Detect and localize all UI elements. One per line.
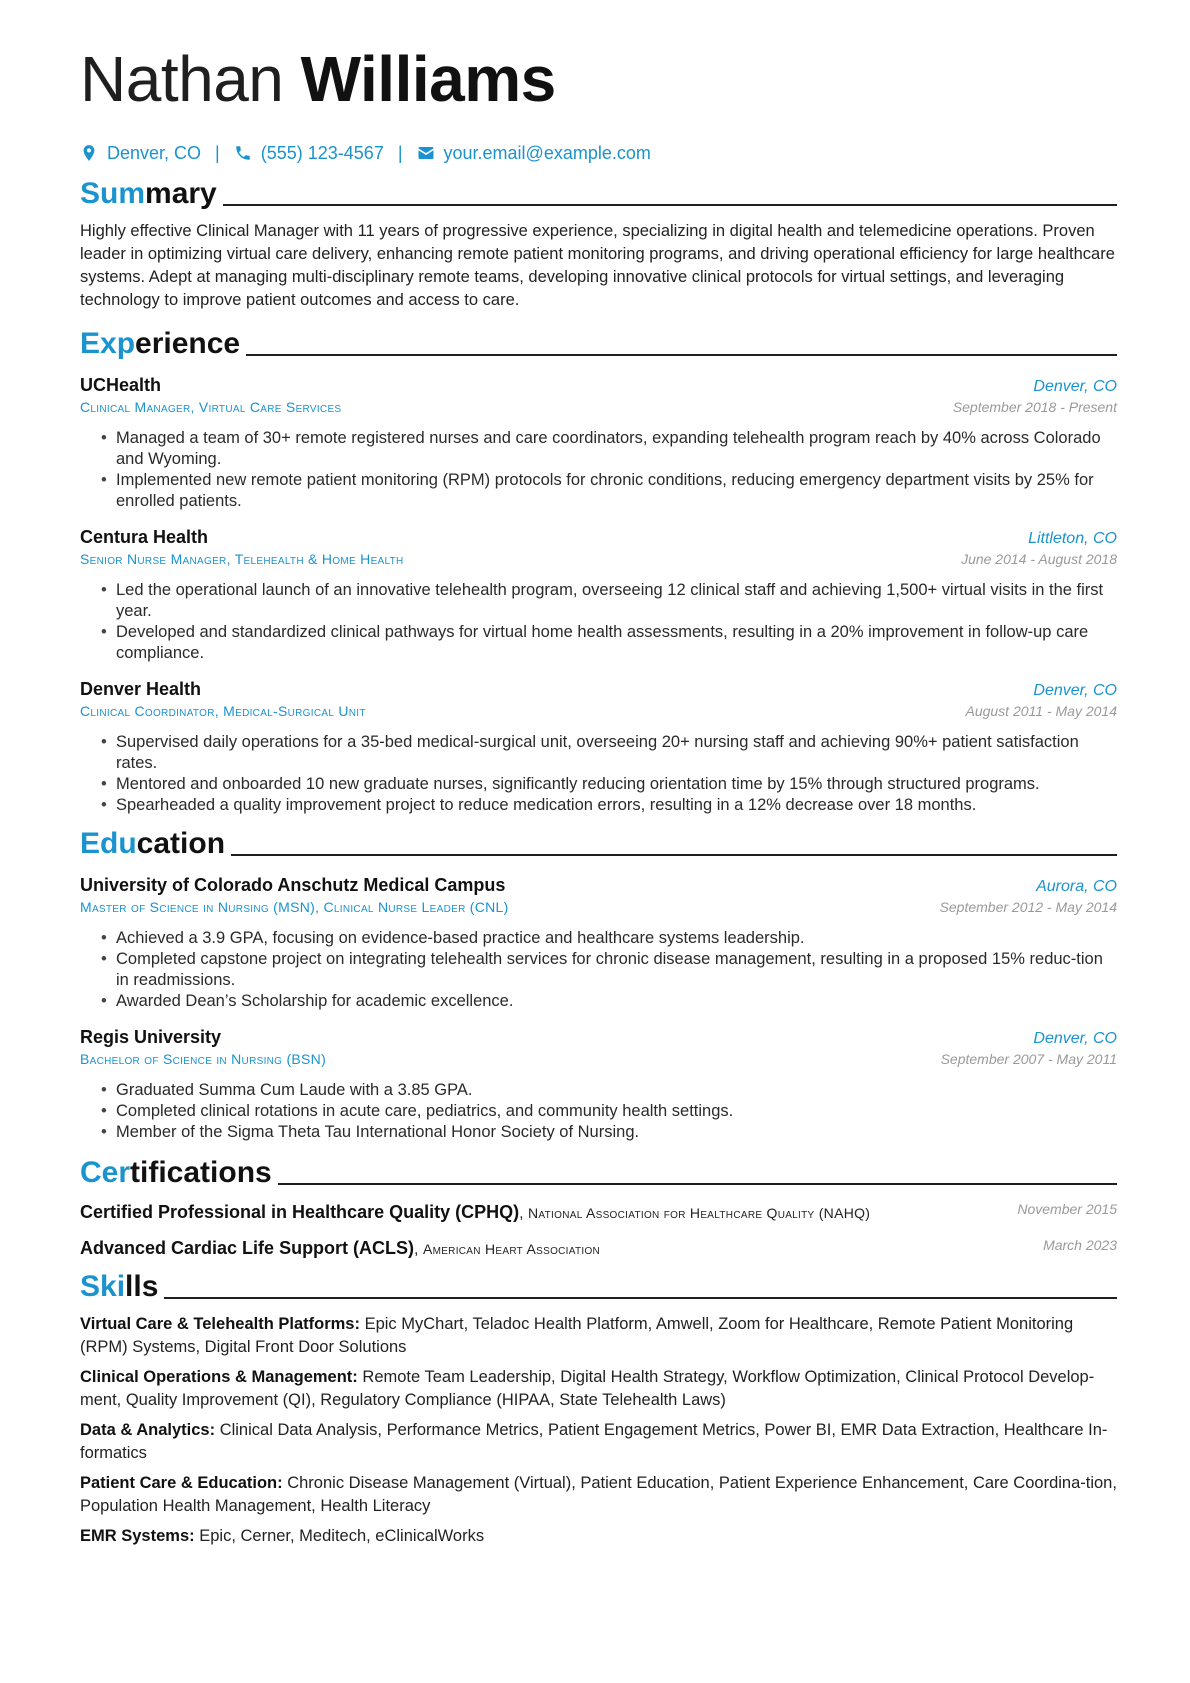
- skill-row: [80, 1472, 1117, 1518]
- entry-dates: August 2011 - May 2014: [965, 703, 1117, 719]
- section-title-rest: erience: [135, 327, 241, 360]
- entry-location: Aurora, CO: [1036, 878, 1117, 895]
- section-accent: Exp: [80, 327, 136, 360]
- skill-items: Remote Team Leadership, Digital Health Strategy, Workflow Optimization, Clinical Protocol Develop-ment, Quality Improvement (QI), Regulatory Compliance (HIPAA, State Telehealth Laws): [80, 1368, 1095, 1409]
- contact-separator: |: [397, 142, 403, 163]
- degree-title: Master of Science in Nursing (MSN), Clinical Nurse Leader (CNL): [80, 899, 509, 915]
- certification-entry: Certified Professional in Healthcare Quality (CPHQ), National Association for Healthcare Quality (NAHQ) November 2015: [80, 1201, 1117, 1225]
- certification-date: March 2023: [1043, 1237, 1117, 1253]
- job-title: Clinical Manager, Virtual Care Services: [80, 399, 342, 415]
- phone-icon: [234, 144, 252, 162]
- entry-location: Denver, CO: [1033, 1030, 1117, 1047]
- contact-email[interactable]: [417, 143, 651, 164]
- bullet-item: • Spearheaded a quality improvement project to reduce medication errors, resulting in a 12% decrease over 18 months.: [116, 795, 1117, 816]
- section-accent: Edu: [80, 827, 137, 860]
- map-pin-icon: [80, 144, 98, 162]
- section-title-rest: cation: [136, 827, 226, 860]
- skill-items: Epic, Cerner, Meditech, eClinicalWorks: [199, 1527, 485, 1545]
- section-rule: [223, 204, 1117, 206]
- bullet-item: • Member of the Sigma Theta Tau International Honor Society of Nursing.: [116, 1122, 1117, 1143]
- skill-category: Clinical Operations & Management:: [80, 1368, 358, 1386]
- skill-row: [80, 1366, 1117, 1412]
- section-title-rest: mary: [145, 177, 217, 210]
- contact-line: [80, 140, 1117, 166]
- entry-location: Denver, CO: [1033, 378, 1117, 395]
- section-rule: [278, 1183, 1117, 1185]
- employer-name: UCHealth: [80, 375, 162, 395]
- first-name: Nathan: [80, 43, 284, 115]
- section-accent: Sum: [80, 177, 146, 210]
- entry-location: Littleton, CO: [1028, 530, 1117, 547]
- skills-heading: [80, 1269, 1117, 1305]
- contact-location: [80, 143, 201, 164]
- bullet-list: [80, 928, 1117, 1012]
- experience-entry: [80, 678, 1117, 816]
- bullet-item: • Implemented new remote patient monitoring (RPM) protocols for chronic conditions, reducing emergency department visits by 25% for enrolled patients.: [116, 470, 1117, 512]
- summary-heading: [80, 176, 1117, 212]
- contact-phone[interactable]: [234, 143, 384, 164]
- email-text: your.email@example.com: [443, 142, 651, 163]
- experience-entry: [80, 526, 1117, 664]
- skill-items: Clinical Data Analysis, Performance Metrics, Patient Engagement Metrics, Power BI, EMR Data Extraction, Healthcare In-formatics: [80, 1421, 1108, 1462]
- section-accent: Cer: [80, 1156, 131, 1189]
- certifications-heading: [80, 1155, 1117, 1191]
- education-entry: [80, 1026, 1117, 1143]
- bullet-item: • Led the operational launch of an innovative telehealth program, overseeing 12 clinical staff and achieving 1,500+ virtual visits in the first year.: [116, 580, 1117, 622]
- employer-name: Denver Health: [80, 679, 202, 699]
- bullet-item: • Mentored and onboarded 10 new graduate nurses, significantly reducing orientation time by 15% through structured programs.: [116, 774, 1117, 795]
- certification-issuer: National Association for Healthcare Quality (NAHQ): [528, 1205, 871, 1221]
- degree-title: Bachelor of Science in Nursing (BSN): [80, 1051, 327, 1067]
- bullet-item: • Graduated Summa Cum Laude with a 3.85 GPA.: [116, 1080, 1117, 1101]
- section-rule: [164, 1297, 1117, 1299]
- certification-issuer: American Heart Association: [422, 1241, 601, 1257]
- skill-category: Data & Analytics:: [80, 1421, 216, 1439]
- skill-category: EMR Systems:: [80, 1527, 195, 1545]
- bullet-item: • Awarded Dean’s Scholarship for academic excellence.: [116, 991, 1117, 1012]
- section-rule: [246, 354, 1117, 356]
- bullet-list: [80, 1080, 1117, 1143]
- bullet-item: • Managed a team of 30+ remote registered nurses and care coordinators, expanding telehealth program reach by 40% across Colorado and Wyoming.: [116, 428, 1117, 470]
- bullet-list: [80, 580, 1117, 664]
- section-rule: [231, 854, 1117, 856]
- certification-name: Certified Professional in Healthcare Quality (CPHQ): [80, 1202, 520, 1222]
- skill-category: Virtual Care & Telehealth Platforms:: [80, 1315, 360, 1333]
- candidate-name: [80, 40, 1117, 118]
- bullet-list: [80, 428, 1117, 512]
- last-name: Williams: [300, 43, 556, 115]
- bullet-item: • Completed clinical rotations in acute care, pediatrics, and community health settings.: [116, 1101, 1117, 1122]
- experience-heading: [80, 326, 1117, 362]
- entry-dates: June 2014 - August 2018: [961, 551, 1117, 567]
- entry-dates: September 2018 - Present: [952, 399, 1117, 415]
- bullet-item: • Completed capstone project on integrating telehealth services for chronic disease management, resulting in a proposed 15% reduc-tion in readmissions.: [116, 949, 1117, 991]
- skill-items: Epic MyChart, Teladoc Health Platform, Amwell, Zoom for Healthcare, Remote Patient Monitoring (RPM) Systems, Digital Front Door Solutions: [80, 1315, 1074, 1356]
- experience-entry: [80, 374, 1117, 512]
- certification-entry: Advanced Cardiac Life Support (ACLS), American Heart Association March 2023: [80, 1237, 1117, 1261]
- contact-separator: |: [215, 142, 220, 163]
- location-text: Denver, CO: [107, 142, 202, 163]
- bullet-item: • Developed and standardized clinical pathways for virtual home health assessments, resulting in a 20% improvement in follow-up care compliance.: [116, 622, 1117, 664]
- skill-row: [80, 1525, 1117, 1548]
- resume-page: [80, 40, 1117, 1548]
- section-title-rest: tifications: [130, 1156, 272, 1189]
- school-name: University of Colorado Anschutz Medical Campus: [80, 875, 506, 895]
- certification-date: November 2015: [1017, 1201, 1117, 1217]
- job-title: Clinical Coordinator, Medical-Surgical Unit: [80, 703, 366, 719]
- education-entry: [80, 874, 1117, 1012]
- skill-row: [80, 1313, 1117, 1359]
- certification-name: Advanced Cardiac Life Support (ACLS): [80, 1238, 415, 1258]
- entry-dates: September 2012 - May 2014: [939, 899, 1117, 915]
- skill-row: [80, 1419, 1117, 1465]
- entry-location: Denver, CO: [1033, 682, 1117, 699]
- employer-name: Centura Health: [80, 527, 209, 547]
- bullet-item: • Supervised daily operations for a 35-bed medical-surgical unit, overseeing 20+ nursing staff and achieving 90%+ patient satisfaction rates.: [116, 732, 1117, 774]
- section-accent: Ski: [80, 1270, 126, 1303]
- section-title-rest: lls: [125, 1270, 159, 1303]
- bullet-item: • Achieved a 3.9 GPA, focusing on evidence-based practice and healthcare systems leadership.: [116, 928, 1117, 949]
- envelope-icon: [417, 144, 435, 162]
- skill-items: Chronic Disease Management (Virtual), Patient Education, Patient Experience Enhancement, Care Coordina-tion, Population Health Management, Health Literacy: [80, 1474, 1117, 1515]
- education-heading: [80, 826, 1117, 862]
- school-name: Regis University: [80, 1027, 222, 1047]
- entry-dates: September 2007 - May 2011: [940, 1051, 1117, 1067]
- phone-text: (555) 123-4567: [260, 142, 384, 163]
- job-title: Senior Nurse Manager, Telehealth & Home Health: [80, 551, 404, 567]
- skill-category: Patient Care & Education:: [80, 1474, 283, 1492]
- bullet-list: [80, 732, 1117, 816]
- summary-text: Highly effective Clinical Manager with 11 years of progressive experience, specializing in digital health and telemedicine operations. Proven leader in optimizing virtual care delivery, enhancing remote patient monitoring programs, and driving operational efficiency for large healthcare systems. Adept at managing multi-disciplinary remote teams, developing innovative clinical protocols for virtual settings, and leveraging technology to improve patient outcomes and access to care.: [80, 222, 1115, 309]
